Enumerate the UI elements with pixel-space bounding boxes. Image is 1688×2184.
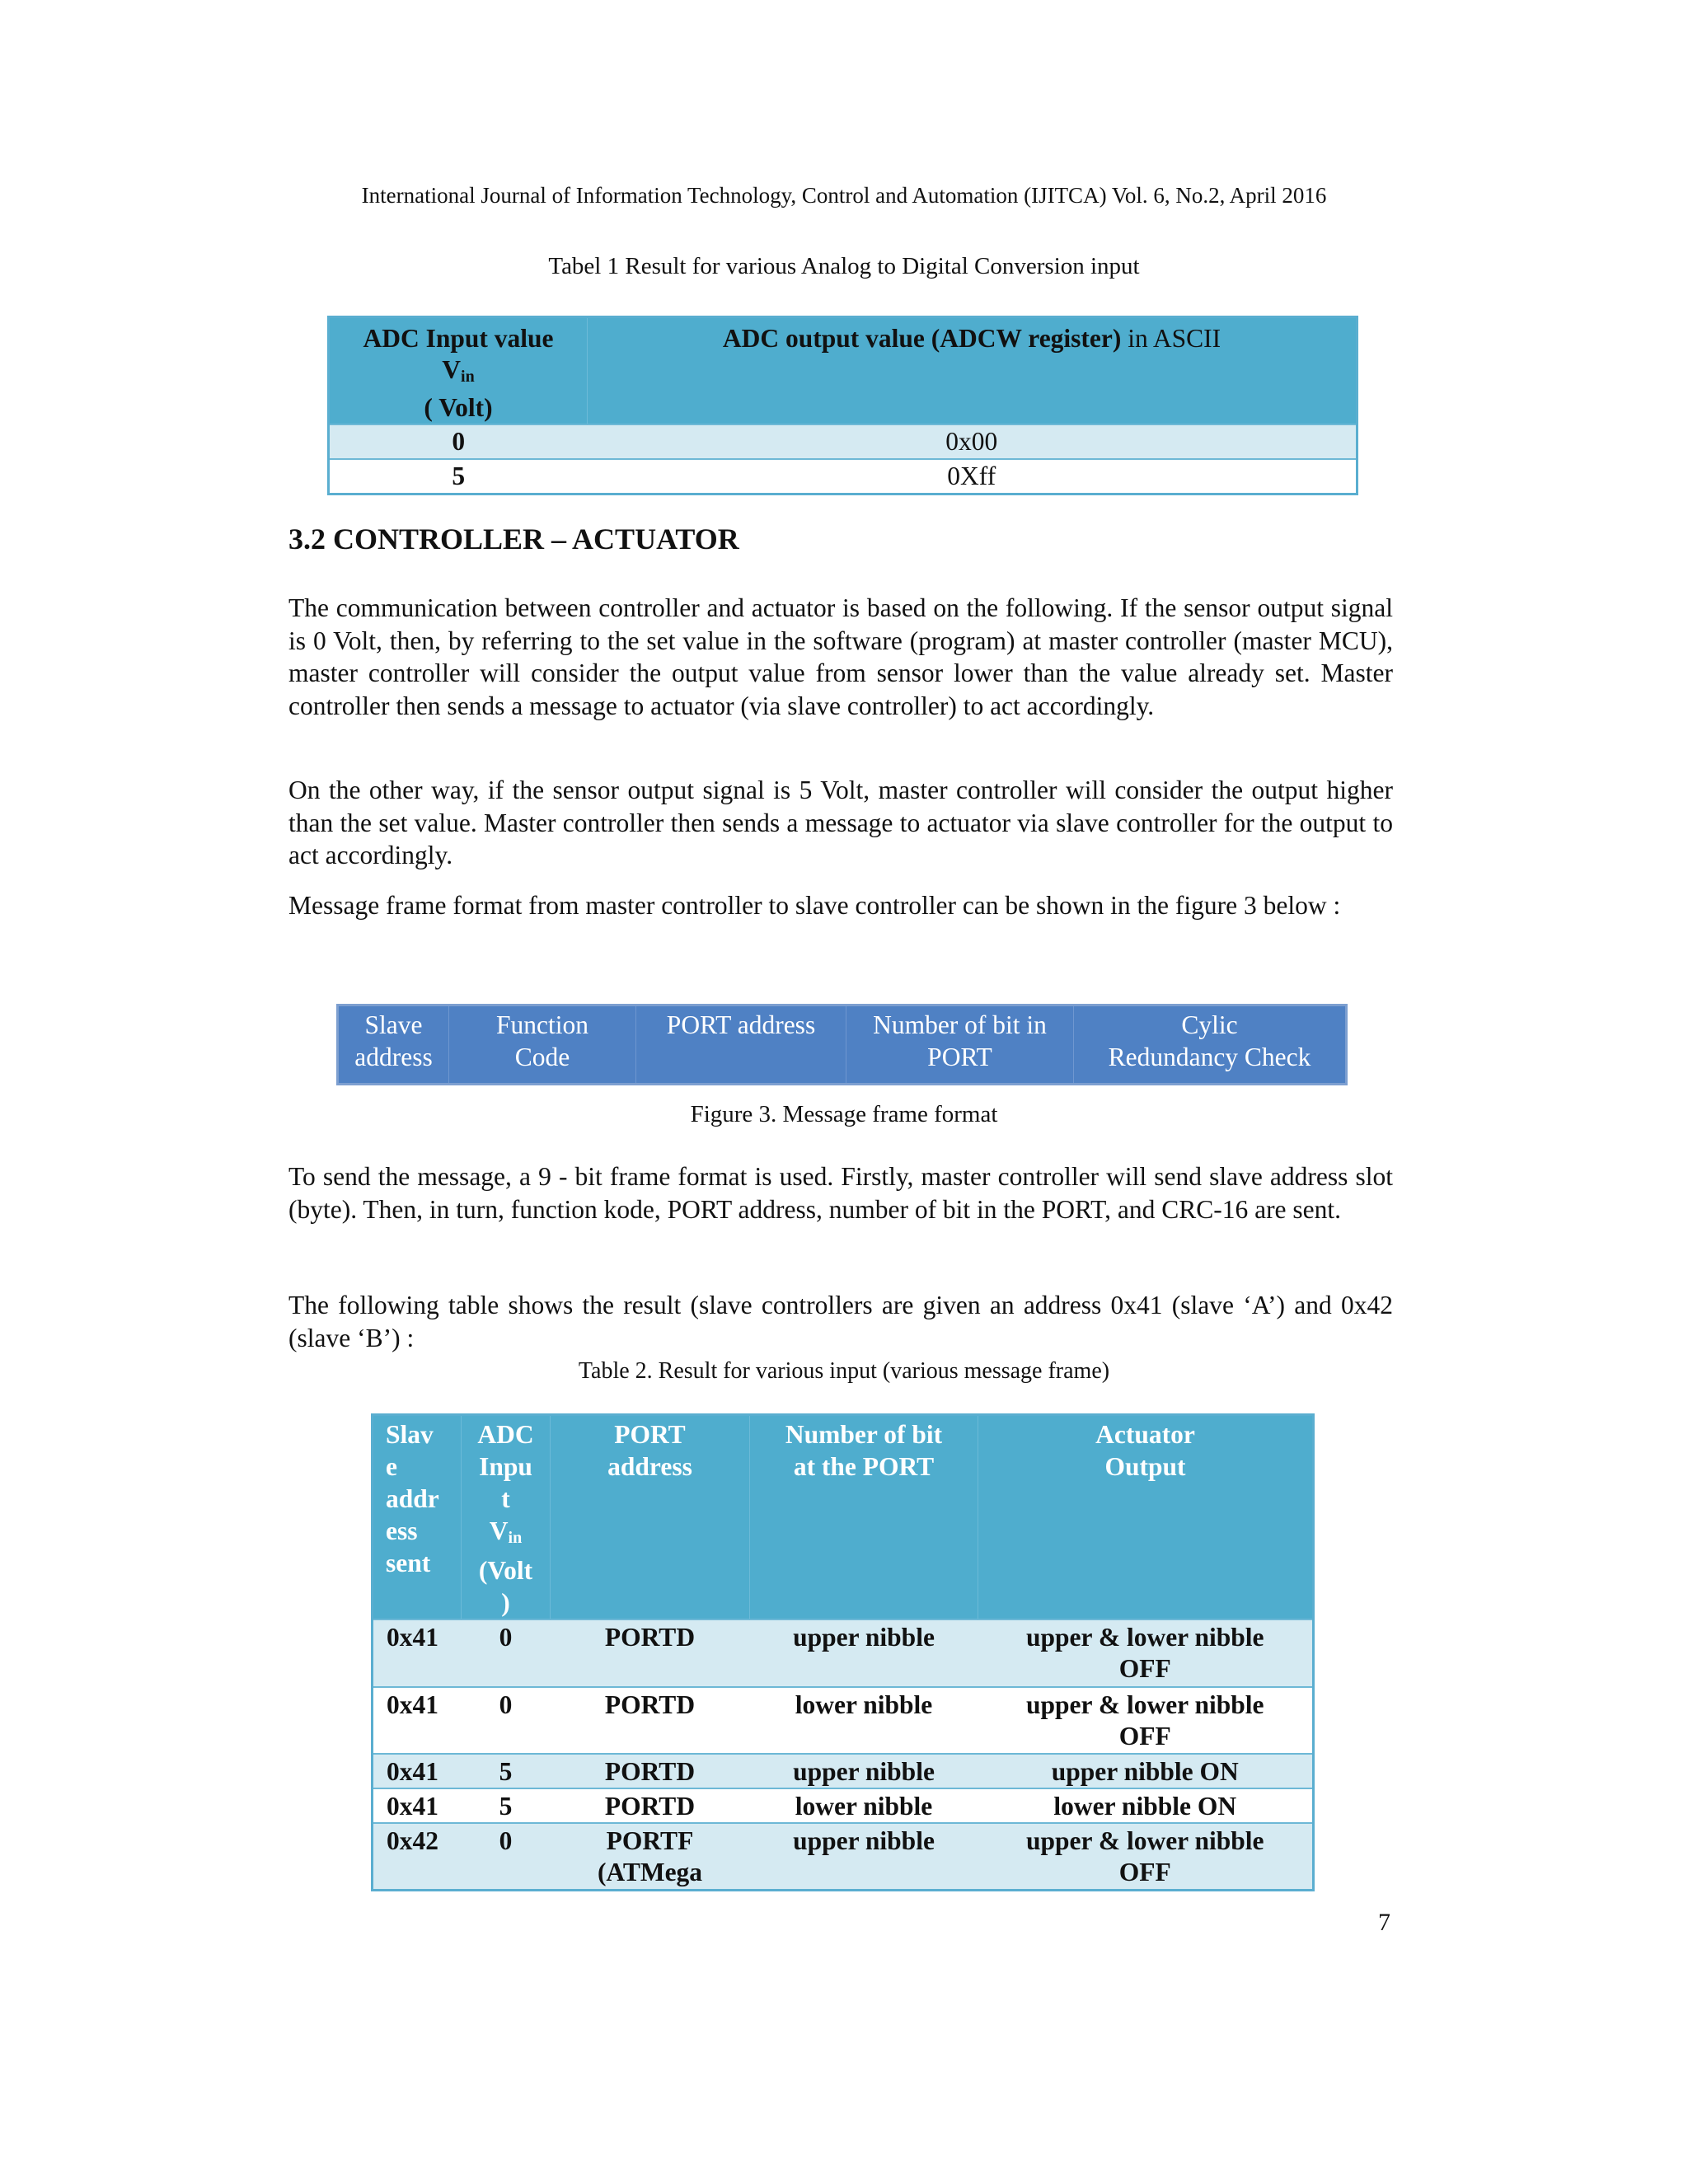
frame-function-code: Function Code — [449, 1005, 636, 1085]
table2-head-adc: ADC Inpu t $V_{in}$ (Volt ) — [462, 1415, 551, 1620]
table-row: 0x42 0 PORTF (ATMega upper nibble upper & lower nibble OFF — [373, 1823, 1314, 1890]
table2-head-port: PORT address — [551, 1415, 750, 1620]
paragraph-4: To send the message, a 9 - bit frame format is used. Firstly, master controller will send slave address slot (byte). Then, in turn, function kode, PORT address, number of bit in the PORT, and CRC-16 are sent. — [288, 1162, 1393, 1224]
running-header: International Journal of Information Technology, Control and Automation (IJITCA) Vol. 6, No.2, April 2016 — [361, 183, 1327, 208]
frame-crc: Cylic Redundancy Check — [1108, 1010, 1311, 1071]
table2-head-bits: Number of bit at the PORT — [750, 1415, 978, 1620]
page-number: 7 — [1378, 1909, 1390, 1936]
table-row: 0x41 0 PORTD upper nibble upper & lower nibble OFF — [373, 1619, 1314, 1687]
table-row: 0x41 5 PORTD lower nibble lower nibble ON — [373, 1788, 1314, 1823]
figure3-caption: Figure 3. Message frame format — [690, 1101, 998, 1127]
table2 — [371, 1413, 1315, 1891]
paragraph-2: On the other way, if the sensor output signal is 5 Volt, master controller will consider the output higher than the set value. Master controller then sends a message to actuator via slave controller for the output to act accordingly. — [288, 776, 1393, 869]
frame-port-address: PORT address — [636, 1005, 846, 1085]
table2-header-row — [373, 1415, 1314, 1620]
table2-caption: Table 2. Result for various input (various message frame) — [578, 1358, 1110, 1384]
table1-head-output: ADC output value (ADCW register) in ASCII — [588, 317, 1357, 425]
frame-slave-address: Slave address — [338, 1005, 449, 1085]
paragraph-3: Message frame format from master controller to slave controller can be shown in the figure 3 below : — [288, 891, 1341, 920]
message-frame-figure — [336, 1004, 1348, 1085]
table1-header-row — [329, 317, 1357, 425]
table-row: 0 0x00 — [329, 424, 1357, 459]
table1-caption: Tabel 1 Result for various Analog to Digital Conversion input — [548, 253, 1140, 279]
paragraph-5: The following table shows the result (slave controllers are given an address 0x41 (slave ‘A’) and 0x42 (slave ‘B’) : — [288, 1291, 1393, 1352]
table1 — [327, 316, 1358, 495]
paragraph-1: The communication between controller and actuator is based on the following. If the sensor output signal is 0 Volt, then, by referring to the set value in the software (program) at master controller (master MCU), master controller will consider the output value from sensor lower than the value already set. Master controller then sends a message to actuator (via slave controller) to act accordingly. — [288, 593, 1393, 720]
table2-head-output: Actuator Output — [978, 1415, 1314, 1620]
section-title: 3.2 CONTROLLER – ACTUATOR — [288, 523, 739, 555]
table-row: 0x41 5 PORTD upper nibble upper nibble ON — [373, 1754, 1314, 1788]
table2-head-slave: Slav e addr ess sent — [373, 1415, 462, 1620]
table-row: 0x41 0 PORTD lower nibble upper & lower nibble OFF — [373, 1687, 1314, 1754]
frame-number-of-bit: Number of bit in PORT — [846, 1005, 1074, 1085]
table1-head-input: ADC Input value $V_{in}$ ( Volt) — [329, 317, 588, 425]
table-row: 5 0Xff — [329, 459, 1357, 494]
